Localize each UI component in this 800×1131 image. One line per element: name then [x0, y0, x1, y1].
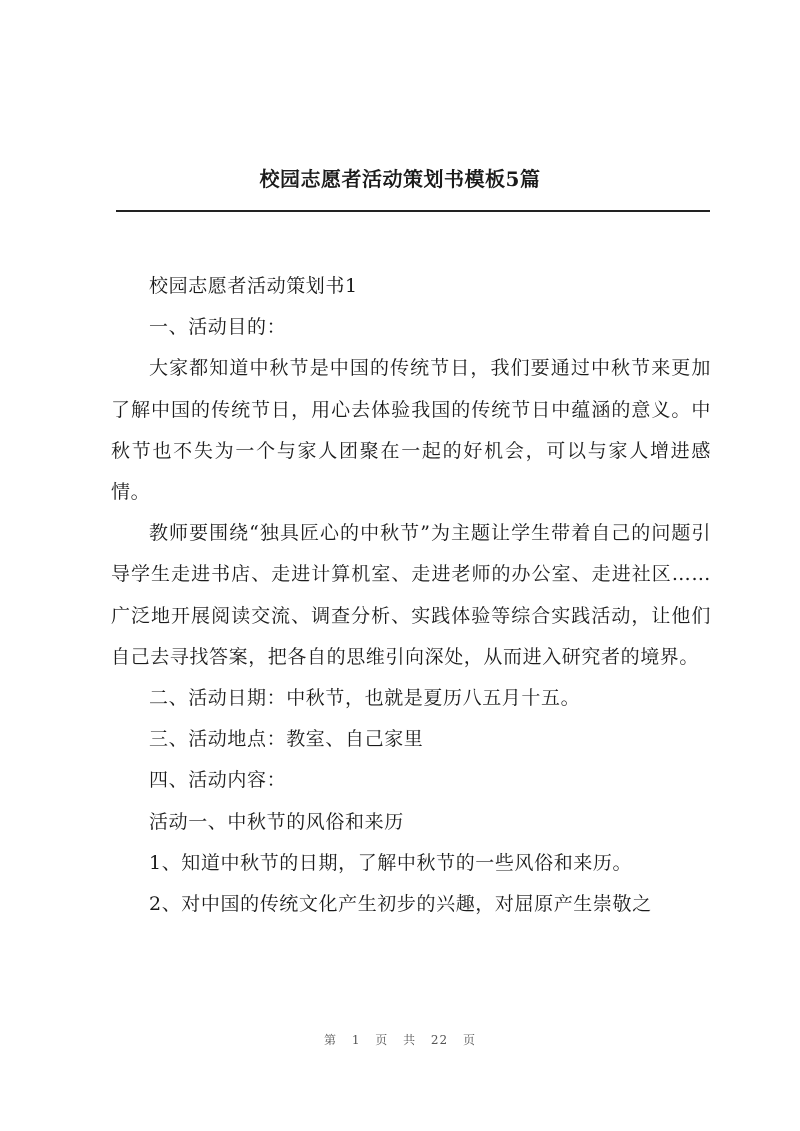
- page-number-footer: 第 1 页 共 22 页: [324, 1033, 476, 1047]
- title-divider: [116, 210, 710, 212]
- document-title: 校园志愿者活动策划书模板5篇: [259, 167, 541, 191]
- document-body: [111, 266, 711, 925]
- list-item: 1、知道中秋节的日期，了解中秋节的一些风俗和来历。: [149, 851, 633, 874]
- subsection-heading: 二、活动日期：中秋节，也就是夏历八五月十五。: [149, 687, 581, 710]
- subsection-heading: 四、活动内容：: [149, 769, 287, 792]
- body-paragraph: 教师要围绕“独具匠心的中秋节”为主题让学生带着自己的问题引导学生走进书店、走进计算机室、走进老师的办公室、走进社区……广泛地开展阅读交流、调查分析、实践体验等综合实践活动，让他们自己去寻找答案，把各自的思维引向深处，从而进入研究者的境界。: [111, 522, 711, 668]
- activity-heading: 活动一、中秋节的风俗和来历: [149, 810, 404, 833]
- section-heading: 校园志愿者活动策划书1: [149, 275, 358, 297]
- list-item: 2、对中国的传统文化产生初步的兴趣，对屈原产生崇敬之: [149, 893, 652, 916]
- subsection-heading: 三、活动地点：教室、自己家里: [149, 728, 424, 751]
- body-paragraph: 大家都知道中秋节是中国的传统节日，我们要通过中秋节来更加了解中国的传统节日，用心去体验我国的传统节日中蕴涵的意义。中秋节也不失为一个与家人团聚在一起的好机会，可以与家人增进感情。: [111, 357, 711, 504]
- subsection-heading: 一、活动目的：: [149, 316, 287, 339]
